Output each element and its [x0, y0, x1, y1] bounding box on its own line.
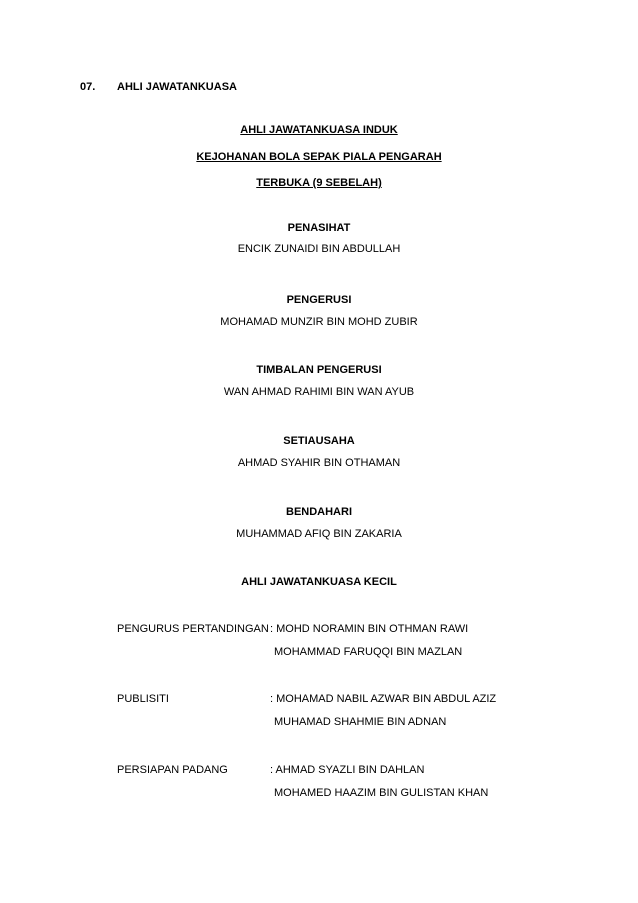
subcommittee-label-publisiti: PUBLISITI — [117, 693, 169, 705]
role-name-setiausaha: AHMAD SYAHIR BIN OTHAMAN — [237, 457, 401, 469]
subcommittee-member-6: MOHAMED HAAZIM BIN GULISTAN KHAN — [274, 787, 489, 799]
subcommittee-member-5: : AHMAD SYAZLI BIN DAHLAN — [270, 764, 425, 776]
role-title-setiausaha: SETIAUSAHA — [283, 435, 355, 447]
subcommittee-member-4: MUHAMAD SHAHMIE BIN ADNAN — [274, 716, 447, 728]
role-name-bendahari: MUHAMMAD AFIQ BIN ZAKARIA — [236, 528, 402, 540]
subcommittee-title: AHLI JAWATANKUASA KECIL — [241, 576, 397, 588]
heading-line-3: TERBUKA (9 SEBELAH) — [256, 177, 382, 189]
role-title-pengerusi: PENGERUSI — [286, 294, 352, 306]
heading-line-2: KEJOHANAN BOLA SEPAK PIALA PENGARAH — [196, 151, 442, 163]
role-name-penasihat: ENCIK ZUNAIDI BIN ABDULLAH — [237, 243, 401, 255]
subcommittee-member-1: : MOHD NORAMIN BIN OTHMAN RAWI — [270, 623, 469, 635]
subcommittee-member-2: MOHAMMAD FARUQQI BIN MAZLAN — [274, 646, 463, 658]
subcommittee-label-pengurus-pertandingan: PENGURUS PERTANDINGAN — [117, 623, 269, 635]
role-title-penasihat: PENASIHAT — [287, 222, 351, 234]
heading-line-1: AHLI JAWATANKUASA INDUK — [240, 124, 398, 136]
section-number: 07. — [80, 81, 96, 93]
section-title: AHLI JAWATANKUASA — [117, 81, 237, 93]
subcommittee-label-persiapan-padang: PERSIAPAN PADANG — [117, 764, 228, 776]
role-name-pengerusi: MOHAMAD MUNZIR BIN MOHD ZUBIR — [220, 316, 418, 328]
role-title-bendahari: BENDAHARI — [286, 506, 352, 518]
role-title-timbalan-pengerusi: TIMBALAN PENGERUSI — [256, 364, 382, 376]
role-name-timbalan-pengerusi: WAN AHMAD RAHIMI BIN WAN AYUB — [223, 386, 415, 398]
subcommittee-member-3: : MOHAMAD NABIL AZWAR BIN ABDUL AZIZ — [270, 693, 497, 705]
